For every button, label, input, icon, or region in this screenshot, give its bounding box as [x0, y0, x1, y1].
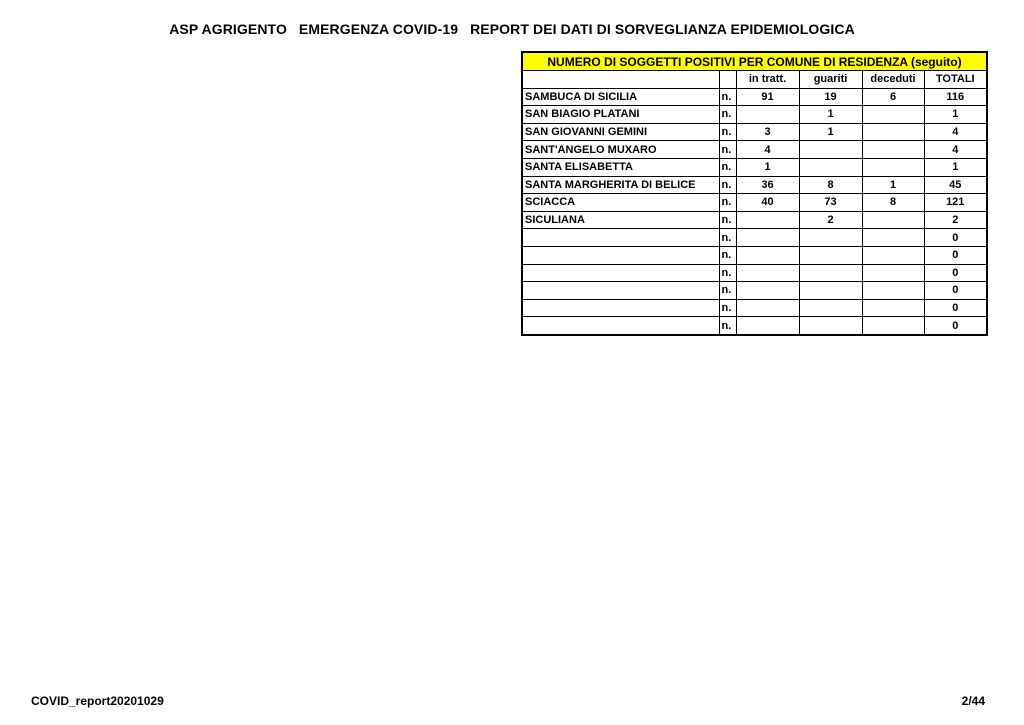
cell-in-tratt	[736, 299, 799, 317]
table-row	[522, 194, 987, 212]
cell-guariti: 19	[799, 88, 862, 106]
cell-comune	[522, 229, 719, 247]
cell-deceduti	[862, 141, 924, 159]
cell-guariti: 73	[799, 194, 862, 212]
cell-unit: n.	[719, 194, 736, 212]
table-header-row	[522, 71, 987, 89]
cell-deceduti	[862, 229, 924, 247]
cell-guariti	[799, 229, 862, 247]
cell-in-tratt: 91	[736, 88, 799, 106]
cell-guariti: 8	[799, 176, 862, 194]
cell-totali: 45	[924, 176, 987, 194]
cell-unit: n.	[719, 158, 736, 176]
cell-guariti	[799, 246, 862, 264]
cell-unit: n.	[719, 123, 736, 141]
cell-totali: 0	[924, 229, 987, 247]
cell-deceduti: 1	[862, 176, 924, 194]
cell-totali: 0	[924, 299, 987, 317]
cell-totali: 1	[924, 106, 987, 124]
cell-in-tratt	[736, 211, 799, 229]
cell-in-tratt	[736, 282, 799, 300]
cell-in-tratt: 4	[736, 141, 799, 159]
cell-in-tratt	[736, 317, 799, 335]
cell-deceduti: 6	[862, 88, 924, 106]
cell-unit: n.	[719, 141, 736, 159]
table-row	[522, 211, 987, 229]
cell-comune: SANT'ANGELO MUXARO	[522, 141, 719, 159]
table-row	[522, 141, 987, 159]
cell-totali: 0	[924, 282, 987, 300]
table-row	[522, 158, 987, 176]
cell-totali: 0	[924, 246, 987, 264]
cell-unit: n.	[719, 106, 736, 124]
cell-in-tratt	[736, 229, 799, 247]
cell-unit: n.	[719, 264, 736, 282]
cell-comune	[522, 246, 719, 264]
cell-guariti	[799, 282, 862, 300]
table-row	[522, 317, 987, 335]
cell-totali: 0	[924, 317, 987, 335]
cell-unit: n.	[719, 229, 736, 247]
cell-comune: SAMBUCA DI SICILIA	[522, 88, 719, 106]
cell-deceduti	[862, 123, 924, 141]
cell-guariti: 2	[799, 211, 862, 229]
cell-comune: SANTA ELISABETTA	[522, 158, 719, 176]
cell-comune: SANTA MARGHERITA DI BELICE	[522, 176, 719, 194]
cell-unit: n.	[719, 176, 736, 194]
table-row	[522, 106, 987, 124]
cell-in-tratt: 36	[736, 176, 799, 194]
cell-deceduti: 8	[862, 194, 924, 212]
cell-in-tratt: 40	[736, 194, 799, 212]
cell-guariti	[799, 299, 862, 317]
table-row	[522, 282, 987, 300]
cell-in-tratt	[736, 264, 799, 282]
cell-guariti: 1	[799, 123, 862, 141]
header-unit-cell	[719, 71, 736, 89]
page-title: ASP AGRIGENTO EMERGENZA COVID-19 REPORT DEI DATI DI SORVEGLIANZA EPIDEMIOLOGICA	[169, 21, 855, 37]
cell-unit: n.	[719, 88, 736, 106]
cell-deceduti	[862, 282, 924, 300]
cell-unit: n.	[719, 299, 736, 317]
cell-in-tratt	[736, 246, 799, 264]
cell-in-tratt	[736, 106, 799, 124]
cell-totali: 2	[924, 211, 987, 229]
cell-totali: 121	[924, 194, 987, 212]
table-row	[522, 246, 987, 264]
table-row	[522, 264, 987, 282]
cell-unit: n.	[719, 211, 736, 229]
cell-unit: n.	[719, 282, 736, 300]
table-banner: NUMERO DI SOGGETTI POSITIVI PER COMUNE DI RESIDENZA (seguito)	[522, 52, 987, 71]
column-header-totali: TOTALI	[924, 71, 987, 89]
column-header-in-tratt: in tratt.	[736, 71, 799, 89]
table-banner-row	[522, 52, 987, 71]
table-row	[522, 299, 987, 317]
cell-in-tratt: 1	[736, 158, 799, 176]
cell-comune	[522, 264, 719, 282]
cell-guariti	[799, 317, 862, 335]
footer-page-number: 2/44	[961, 694, 985, 708]
cell-in-tratt: 3	[736, 123, 799, 141]
cell-totali: 0	[924, 264, 987, 282]
cell-guariti: 1	[799, 106, 862, 124]
cell-comune: SAN BIAGIO PLATANI	[522, 106, 719, 124]
table-row	[522, 176, 987, 194]
cell-guariti	[799, 158, 862, 176]
cell-guariti	[799, 264, 862, 282]
cell-totali: 116	[924, 88, 987, 106]
cell-comune: SCIACCA	[522, 194, 719, 212]
cell-deceduti	[862, 246, 924, 264]
cell-comune	[522, 317, 719, 335]
cell-guariti	[799, 141, 862, 159]
cell-totali: 4	[924, 123, 987, 141]
cell-deceduti	[862, 317, 924, 335]
cell-deceduti	[862, 299, 924, 317]
cell-totali: 4	[924, 141, 987, 159]
cell-comune	[522, 299, 719, 317]
footer-filename: COVID_report20201029	[31, 694, 164, 708]
table-row	[522, 229, 987, 247]
table-row	[522, 123, 987, 141]
cell-deceduti	[862, 211, 924, 229]
cell-unit: n.	[719, 246, 736, 264]
cell-deceduti	[862, 106, 924, 124]
cell-unit: n.	[719, 317, 736, 335]
table-row	[522, 88, 987, 106]
header-comune-cell	[522, 71, 719, 89]
column-header-guariti: guariti	[799, 71, 862, 89]
cell-comune	[522, 282, 719, 300]
positivi-per-comune-table	[521, 51, 988, 336]
column-header-deceduti: deceduti	[862, 71, 924, 89]
cell-comune: SICULIANA	[522, 211, 719, 229]
cell-totali: 1	[924, 158, 987, 176]
cell-comune: SAN GIOVANNI GEMINI	[522, 123, 719, 141]
cell-deceduti	[862, 158, 924, 176]
cell-deceduti	[862, 264, 924, 282]
